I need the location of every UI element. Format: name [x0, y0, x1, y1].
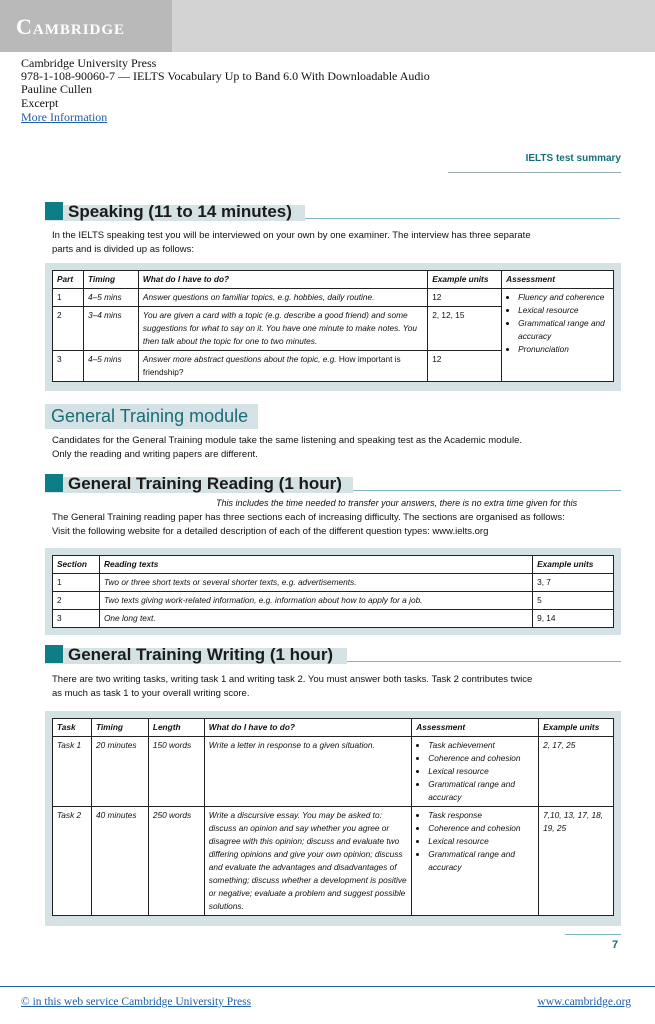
footer-copyright-link[interactable]: © in this web service Cambridge University Press: [21, 996, 252, 1008]
units-cell: 2, 12, 15: [428, 307, 502, 351]
header-units: Example units: [539, 719, 614, 737]
speaking-heading: Speaking (11 to 14 minutes): [68, 202, 292, 221]
reading-text-2: Visit the following website for a detailed description of each of the different question types: www.ielts.org: [52, 526, 489, 537]
writing-text-2: as much as task 1 to your overall writing score.: [52, 688, 250, 699]
timing-cell: 4–5 mins: [83, 289, 138, 307]
speaking-intro-2: parts and is divided up as follows:: [52, 244, 195, 255]
reading-text-cell: Two texts giving work-related information, e.g. information about how to apply for a job.: [99, 592, 532, 610]
reading-heading-rule: [353, 490, 621, 491]
header-length: Length: [148, 719, 204, 737]
reading-text-cell: Two or three short texts or several shorter texts, e.g. advertisements.: [99, 574, 532, 592]
timing-cell: 4–5 mins: [83, 351, 138, 382]
header-reading-texts: Reading texts: [99, 556, 532, 574]
assessment-cell: [412, 807, 539, 916]
assessment-item: • Task response: [428, 809, 534, 822]
assessment-item: • Task achievement: [428, 739, 534, 752]
more-information-link[interactable]: More Information: [21, 110, 108, 124]
timing-cell: 3–4 mins: [83, 307, 138, 351]
running-head: IELTS test summary: [525, 153, 621, 164]
speaking-heading-rule: [305, 218, 620, 219]
example-question: How important is friendship?: [142, 354, 401, 377]
units-cell: 5: [533, 592, 614, 610]
reading-text-cell: One long text.: [99, 610, 532, 628]
table-row: [53, 592, 614, 610]
assessment-item: • Grammatical range and accuracy: [428, 778, 534, 804]
what-cell: Write a letter in response to a given situation.: [204, 737, 411, 807]
isbn-title: 978-1-108-90060-7 — IELTS Vocabulary Up to Band 6.0 With Downloadable Audio: [21, 69, 430, 83]
reading-heading: General Training Reading (1 hour): [68, 474, 342, 493]
timing-cell: 40 minutes: [91, 807, 148, 916]
what-cell: [138, 351, 427, 382]
gt-module-heading: General Training module: [51, 406, 249, 426]
units-cell: 9, 14: [533, 610, 614, 628]
length-cell: 150 words: [148, 737, 204, 807]
reading-time-note: This includes the time needed to transfer your answers, there is no extra time given for this: [216, 498, 578, 508]
assessment-item: • Lexical resource: [428, 835, 534, 848]
what-cell: Write a discursive essay. You may be asked to: discuss an opinion and say whether you agree or disagree with this opinion; discuss and evaluate two differing opinions and give your own opinion; discuss and evaluate the advantages and disadvantages of something; discuss whether a development is positive or negative; evaluate a problem and suggest possible solutions.: [204, 807, 411, 916]
what-text: Answer more abstract questions about the topic, e.g.: [142, 354, 339, 364]
section-cell: 3: [53, 610, 100, 628]
units-cell: 7,10, 13, 17, 18, 19, 25: [539, 807, 614, 916]
header-units: Example units: [533, 556, 614, 574]
footer-website-link[interactable]: www.cambridge.org: [537, 996, 631, 1008]
header-what: What do I have to do?: [204, 719, 411, 737]
what-cell: Answer questions on familiar topics, e.g. hobbies, daily routine.: [138, 289, 427, 307]
header-assessment: Assessment: [502, 271, 614, 289]
header-section: Section: [53, 556, 100, 574]
assessment-item: • Lexical resource: [518, 304, 609, 317]
assessment-item: • Lexical resource: [428, 765, 534, 778]
units-cell: 12: [428, 289, 502, 307]
author: Pauline Cullen: [21, 82, 92, 96]
gt-module-text-1: Candidates for the General Training module take the same listening and speaking test as the Academic module.: [52, 435, 522, 446]
writing-heading: General Training Writing (1 hour): [68, 645, 334, 664]
part-cell: 1: [53, 289, 84, 307]
speaking-table: [52, 270, 614, 382]
section-cell: 1: [53, 574, 100, 592]
section-cell: 2: [53, 592, 100, 610]
assessment-cell: [502, 289, 614, 382]
writing-text-1: There are two writing tasks, writing task 1 and writing task 2. You must answer both tasks. Task 2 contributes twice: [52, 674, 533, 685]
writing-table: [52, 718, 614, 916]
table-row: [53, 737, 614, 807]
reading-text-1: The General Training reading paper has three sections each of increasing difficulty. The sections are organised as follows:: [52, 512, 565, 523]
header-assessment: Assessment: [412, 719, 539, 737]
speaking-heading-square: [45, 202, 63, 220]
units-cell: 2, 17, 25: [539, 737, 614, 807]
speaking-intro-1: In the IELTS speaking test you will be interviewed on your own by one examiner. The interview has three separate: [52, 230, 531, 241]
part-cell: 3: [53, 351, 84, 382]
task-cell: Task 2: [53, 807, 92, 916]
page-number-rule: [565, 934, 621, 935]
header-timing: Timing: [91, 719, 148, 737]
units-cell: 12: [428, 351, 502, 382]
table-row: [53, 574, 614, 592]
assessment-item: • Pronunciation: [518, 343, 609, 356]
reading-heading-square: [45, 474, 63, 492]
assessment-item: • Grammatical range and accuracy: [518, 317, 609, 343]
running-head-rule: [448, 172, 621, 173]
task-cell: Task 1: [53, 737, 92, 807]
page-number: 7: [612, 939, 619, 951]
table-row: [53, 610, 614, 628]
length-cell: 250 words: [148, 807, 204, 916]
header-units: Example units: [428, 271, 502, 289]
cambridge-logo: Cambridge: [16, 14, 126, 39]
reading-table: [52, 555, 614, 628]
what-cell: You are given a card with a topic (e.g. describe a good friend) and some suggestions for what to say on it. You have one minute to make notes. You then talk about the topic for one to two minutes.: [138, 307, 427, 351]
assessment-item: • Fluency and coherence: [518, 291, 609, 304]
assessment-cell: [412, 737, 539, 807]
table-row: [53, 807, 614, 916]
writing-heading-rule: [347, 661, 621, 662]
part-cell: 2: [53, 307, 84, 351]
assessment-item: • Grammatical range and accuracy: [428, 848, 534, 874]
publisher: Cambridge University Press: [21, 56, 157, 70]
header-what: What do I have to do?: [138, 271, 427, 289]
table-row: [53, 289, 614, 307]
assessment-item: • Coherence and cohesion: [428, 752, 534, 765]
writing-heading-square: [45, 645, 63, 663]
excerpt-label: Excerpt: [21, 96, 59, 110]
assessment-item: • Coherence and cohesion: [428, 822, 534, 835]
footer-rule: [0, 986, 655, 987]
gt-module-text-2: Only the reading and writing papers are different.: [52, 449, 258, 460]
header-timing: Timing: [83, 271, 138, 289]
header-task: Task: [53, 719, 92, 737]
units-cell: 3, 7: [533, 574, 614, 592]
timing-cell: 20 minutes: [91, 737, 148, 807]
header-part: Part: [53, 271, 84, 289]
